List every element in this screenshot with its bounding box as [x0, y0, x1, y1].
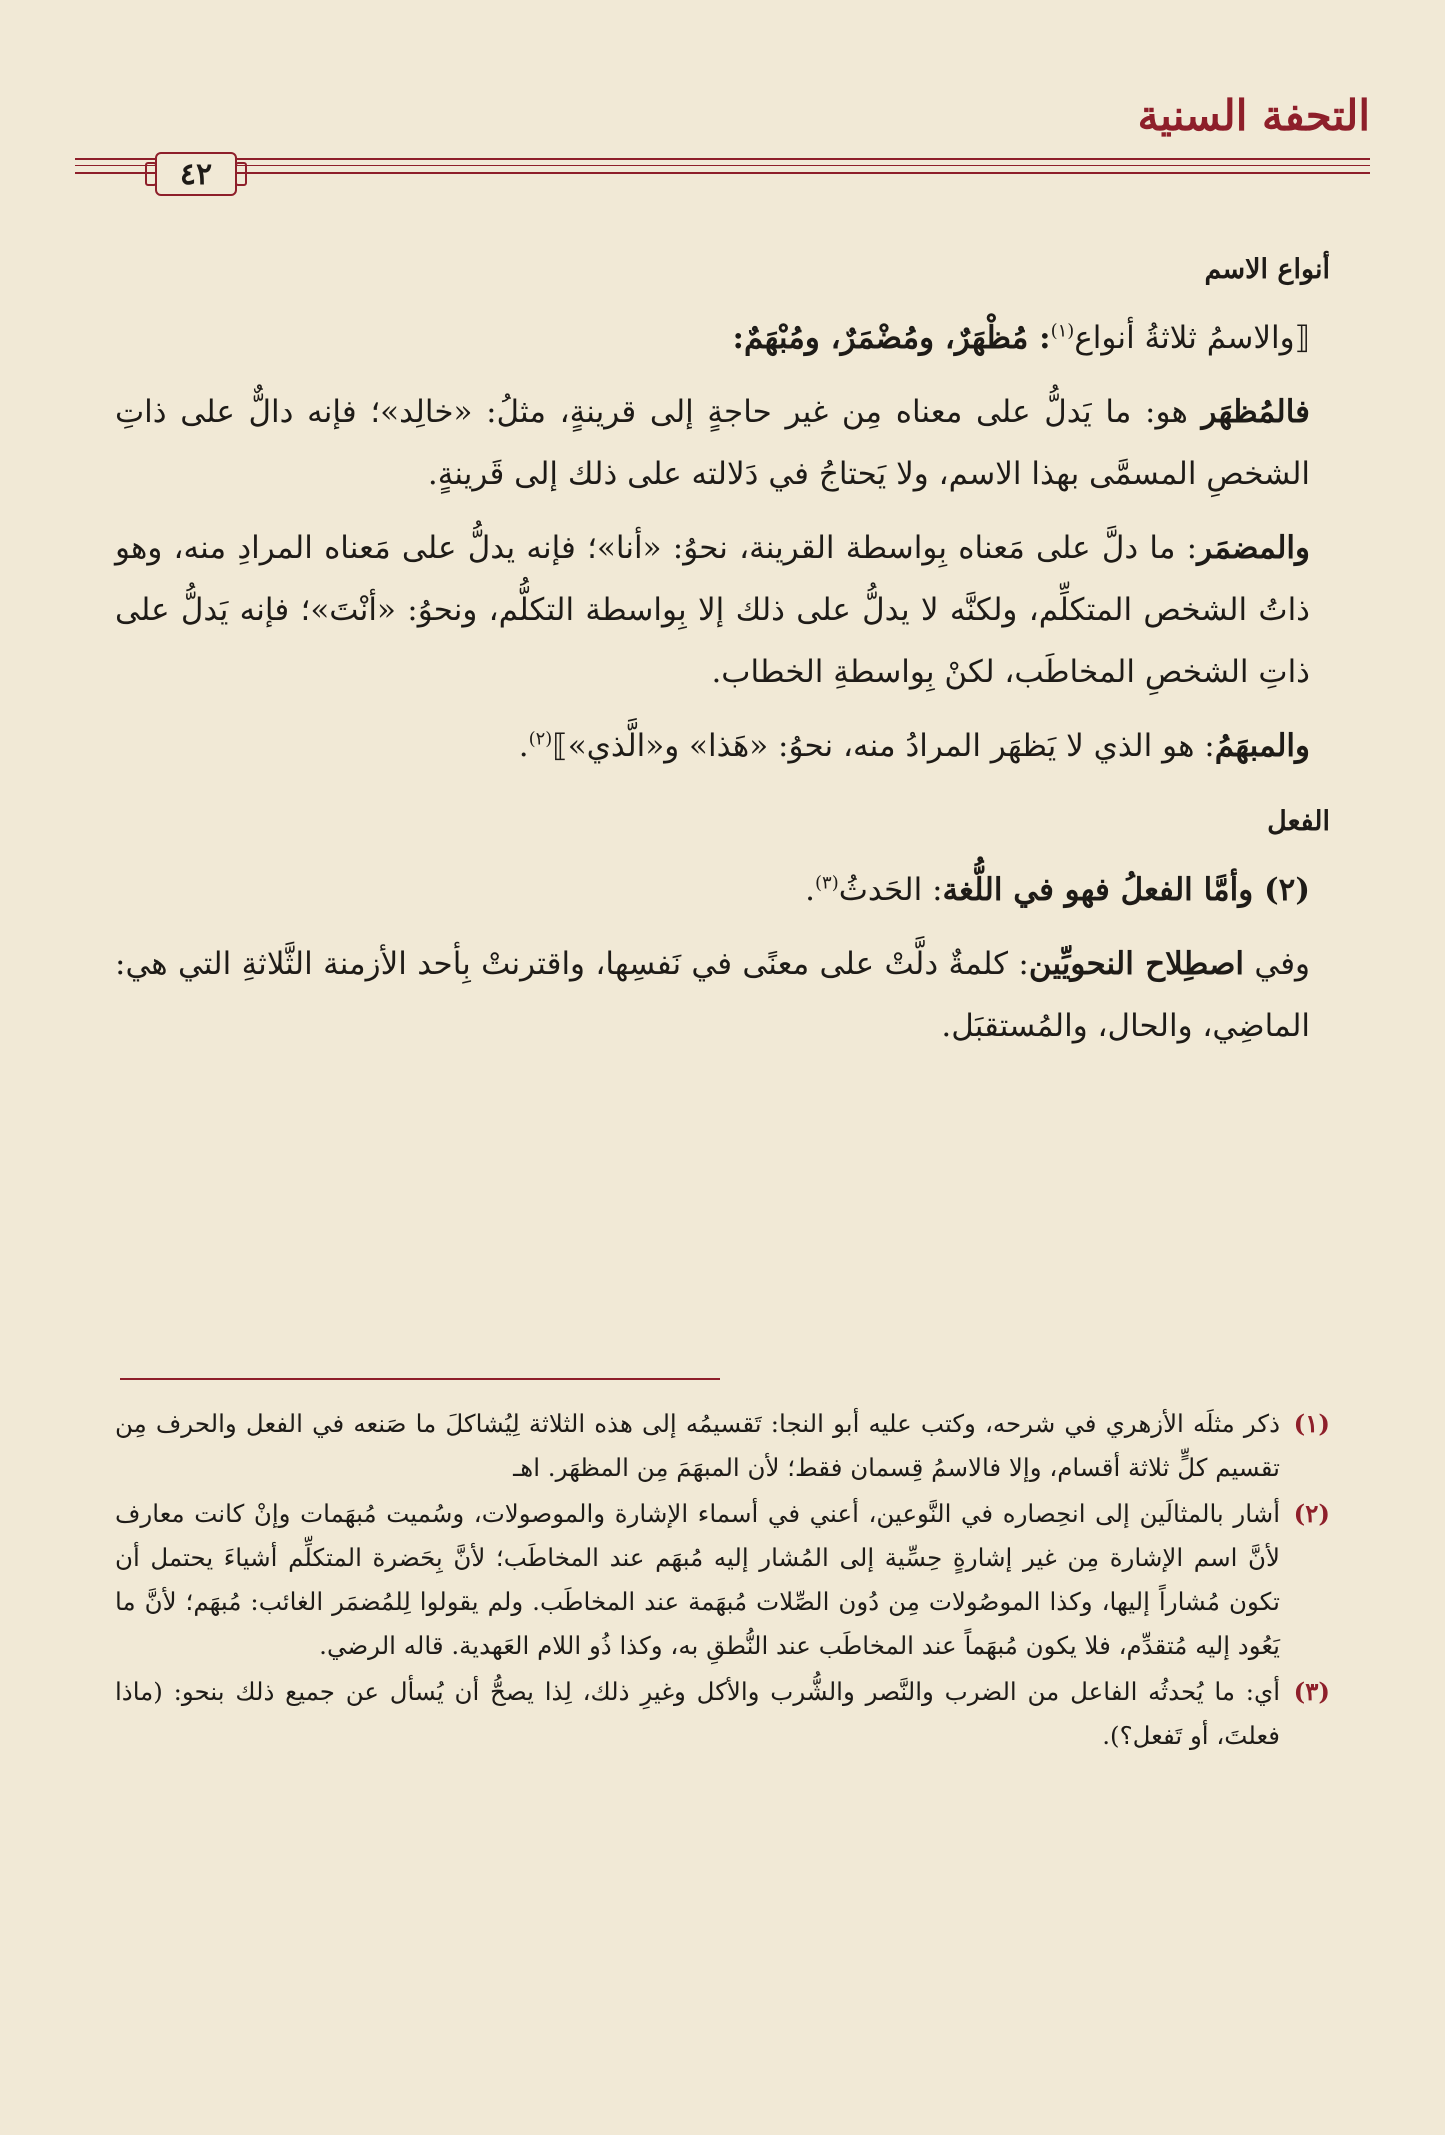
term-muzhar: فالمُظهَر: [1201, 394, 1310, 430]
footnote-number: (١): [1293, 1409, 1330, 1438]
p3-text: : ما دلَّ على مَعناه بِواسطة القرينة، نحوُ: «أنا»؛ فإنه يدلُّ على مَعناه المرادِ منه، وهو ذاتُ الشخص المتكلِّم، ولكنَّه لا يدلُّ على ذلك إلا بِواسطة التكلُّم، ونحوُ: «أنْتَ»؛ فإنه يَدلُّ على ذاتِ الشخصِ المخاطَب، لكنْ بِواسطةِ الخطاب.: [115, 530, 1310, 690]
paragraph-mubham: [115, 715, 1330, 777]
page-number-text: ٤٢: [179, 156, 213, 192]
footnote-text: أي: ما يُحدثُه الفاعل من الضرب والنَّصر والشُّرب والأكل وغيرِ ذلك، لِذا يصحُّ أن يُسأل عن جميع ذلك بنحو: (ماذا فعلتَ، أو تَفعل؟).: [115, 1677, 1280, 1750]
footnote-number: (٢): [1293, 1499, 1330, 1528]
footnote-divider: [120, 1378, 720, 1380]
p5-number: (٢): [1264, 872, 1310, 908]
footnote-2: [115, 1492, 1330, 1668]
footnotes: [115, 1402, 1330, 1760]
term-verb-lexical: وأمَّا الفعلُ فهو في اللُّغة: [942, 872, 1264, 908]
footnote-ref-2[interactable]: (٢): [528, 728, 553, 750]
main-text: [115, 245, 1330, 1069]
matn-close-bracket: ⟧: [552, 728, 568, 764]
footnote-1: [115, 1402, 1330, 1490]
paragraph-noun-types: [115, 307, 1330, 369]
header-rule-bottom: [75, 172, 1370, 174]
p4-text: : هو الذي لا يَظهَر المرادُ منه، نحوُ: «هَذا» و«الَّذي»: [567, 728, 1215, 764]
term-mubham: والمبهَمُ: [1214, 728, 1310, 764]
p6-text1: وفي: [1244, 946, 1311, 982]
footnote-number: (٣): [1293, 1677, 1330, 1706]
footnote-ref-1[interactable]: (١): [1050, 320, 1075, 342]
paragraph-verb-technical: [115, 933, 1330, 1057]
footnote-text: أشار بالمثالَين إلى انحِصاره في النَّوعين، أعني في أسماء الإشارة والموصولات، وسُميت مُبهَمات وإنْ كانت معارف لأنَّ اسم الإشارة مِن غير إشارةٍ حِسِّية إلى المُشار إليه مُبهَم عند المخاطَب؛ لأنَّ بِحَضرة المتكلِّم أشياءَ يحتمل أن تكون مُشاراً إليها، وكذا الموصُولات مِن دُون الصِّلات مُبهَمة عند المخاطَب. ولم يقولوا لِلمُضمَر الغائب: مُبهَم؛ لأنَّ ما يَعُود إليه مُتقدِّم، فلا يكون مُبهَماً عند المخاطَب عند النُّطقِ به، وكذا ذُو اللام العَهدية. قاله الرضي.: [115, 1499, 1280, 1660]
footnote-ref-3[interactable]: (٣): [814, 872, 839, 894]
term-mudmar: والمضمَر: [1197, 530, 1310, 566]
footnote-text: ذكر مثلَه الأزهري في شرحه، وكتب عليه أبو النجا: تَقسيمُه إلى هذه الثلاثة لِيُشاكلَ ما صَنعه في الفعل والحرف مِن تقسيم كلٍّ ثلاثة أقسام، وإلا فالاسمُ قِسمان فقط؛ لأن المبهَمَ مِن المظهَر. اهـ: [115, 1409, 1280, 1482]
p2-text: هو: ما يَدلُّ على معناه مِن غير حاجةٍ إلى قرينةٍ، مثلُ: «خالِد»؛ فإنه دالٌّ على ذاتِ الشخصِ المسمَّى بهذا الاسم، ولا يَحتاجُ في دَلالته على ذلك إلى قَرينةٍ.: [115, 394, 1310, 492]
header-rule-top: [75, 158, 1370, 160]
p5-text: : الحَدثُ: [838, 872, 943, 908]
matn-open-bracket: ⟦: [1294, 320, 1310, 356]
p1-text: والاسمُ ثلاثةُ أنواع: [1074, 320, 1295, 356]
section-heading-noun-types: أنواع الاسم: [1204, 254, 1330, 285]
paragraph-verb-lexical: [115, 859, 1330, 921]
book-title-header: التحفة السنية: [1137, 91, 1370, 140]
p4-end: .: [518, 728, 529, 764]
p6-text2: : كلمةٌ دلَّتْ على معنًى في نَفسِها، واقترنتْ بِأحد الأزمنة الثَّلاثةِ التي هي: الماضِي، والحال، والمُستقبَل.: [115, 946, 1310, 1044]
p1-rest: : مُظْهَرٌ، ومُضْمَرٌ، ومُبْهَمٌ:: [732, 320, 1051, 356]
footnote-3: [115, 1670, 1330, 1758]
p5-end: .: [805, 872, 815, 908]
paragraph-mudmar: [115, 517, 1330, 703]
header-rule-mid: [75, 165, 1370, 166]
paragraph-muzhar: [115, 381, 1330, 505]
page-number: [155, 152, 237, 196]
term-verb-technical: اصطِلاح النحويِّين: [1028, 946, 1245, 982]
section-heading-verb: الفعل: [1267, 806, 1330, 837]
